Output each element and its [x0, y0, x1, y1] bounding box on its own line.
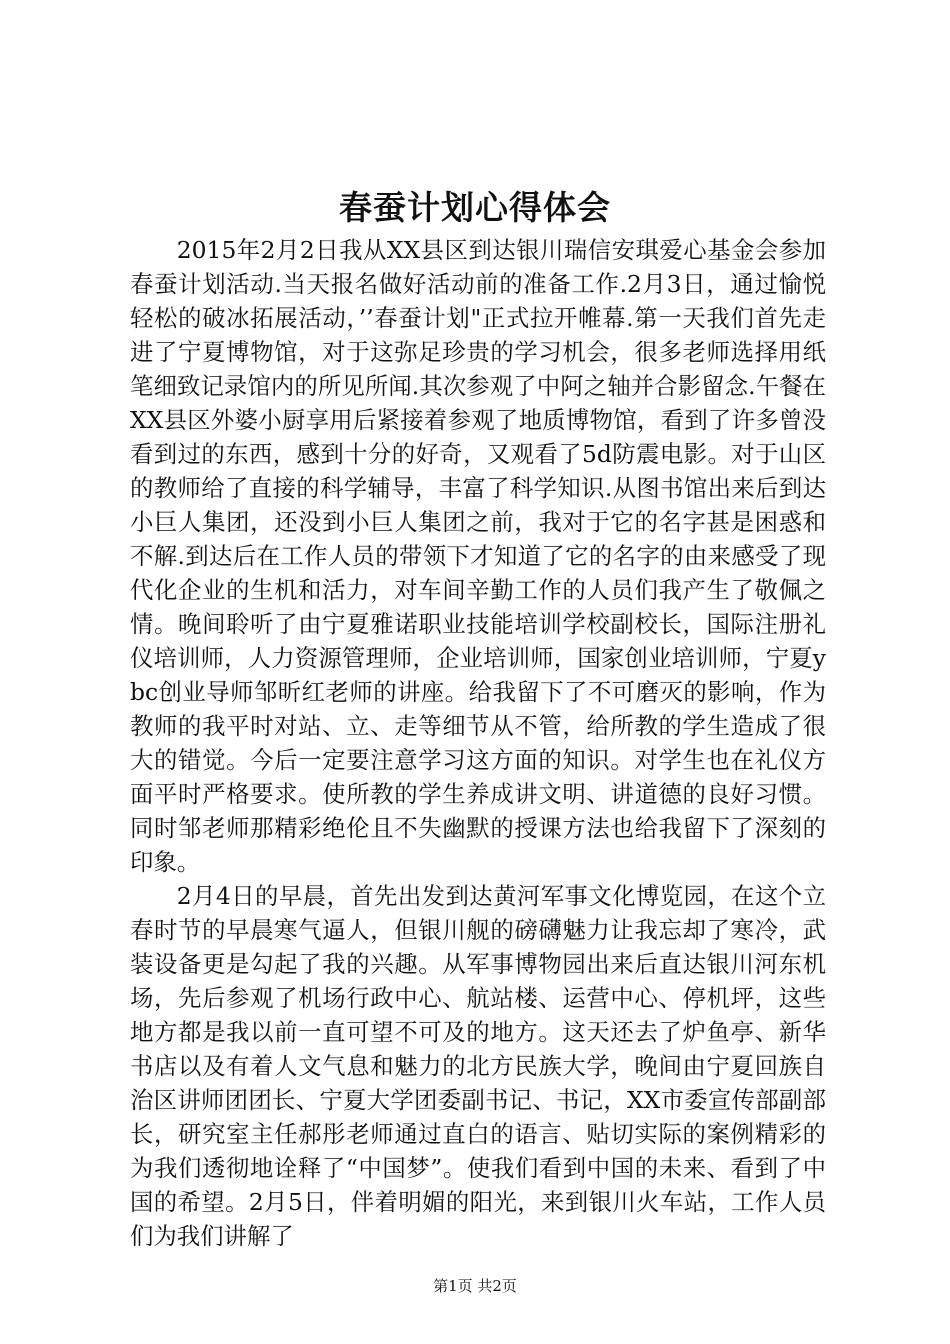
paragraph-1: 2015年2月2日我从XX县区到达银川瑞信安琪爱心基金会参加春蚕计划活动.当天报名做好活动前的准备工作.2月3日，通过愉悦轻松的破冰拓展活动，’’春蚕计划"正式拉开帷幕.第一天我们首先走进了宁夏博物馆，对于这弥足珍贵的学习机会，很多老师选择用纸笔细致记录馆内的所见所闻.其次参观了中阿之轴并合影留念.午餐在XX县区外婆小厨享用后紧接着参观了地质博物馆，看到了许多曾没看到过的东西，感到十分的好奇，又观看了5d防震电影。对于山区的教师给了直接的科学辅导，丰富了科学知识.从图书馆出来后到达小巨人集团，还没到小巨人集团之前，我对于它的名字甚是困惑和不解.到达后在工作人员的带领下才知道了它的名字的由来感受了现代化企业的生机和活力，对车间辛勤工作的人员们我产生了敬佩之情。晚间聆听了由宁夏雅诺职业技能培训学校副校长，国际注册礼仪培训师，人力资源管理师，企业培训师，国家创业培训师，宁夏ybc创业导师邹昕红老师的讲座。给我留下了不可磨灭的影响，作为教师的我平时对站、立、走等细节从不管，给所教的学生造成了很大的错觉。今后一定要注意学习这方面的知识。对学生也在礼仪方面平时严格要求。使所教的学生养成讲文明、讲道德的良好习惯。同时邹老师那精彩绝伦且不失幽默的授课方法也给我留下了深刻的印象。 [130, 236, 826, 876]
paragraph-2: 2月4日的早晨，首先出发到达黄河军事文化博览园，在这个立春时节的早晨寒气逼人，但银川舰的磅礴魅力让我忘却了寒冷，武装设备更是勾起了我的兴趣。从军事博物园出来后直达银川河东机场，先后参观了机场行政中心、航站楼、运营中心、停机坪，这些地方都是我以前一直可望不可及的地方。这天还去了炉鱼亭、新华书店以及有着人文气息和魅力的北方民族大学，晚间由宁夏回族自治区讲师团团长、宁夏大学团委副书记、书记，XX市委宣传部副部长，研究室主任郝彤老师通过直白的语言、贴切实际的案例精彩的为我们透彻地诠释了“中国梦”。使我们看到中国的未来、看到了中国的希望。2月5日，伴着明媚的阳光，来到银川火车站，工作人员们为我们讲解了 [130, 882, 826, 1250]
page-number-footer: 第1页 共2页 [433, 1277, 517, 1295]
document-title: 春蚕计划心得体会 [339, 188, 611, 227]
document-body [130, 233, 826, 1253]
